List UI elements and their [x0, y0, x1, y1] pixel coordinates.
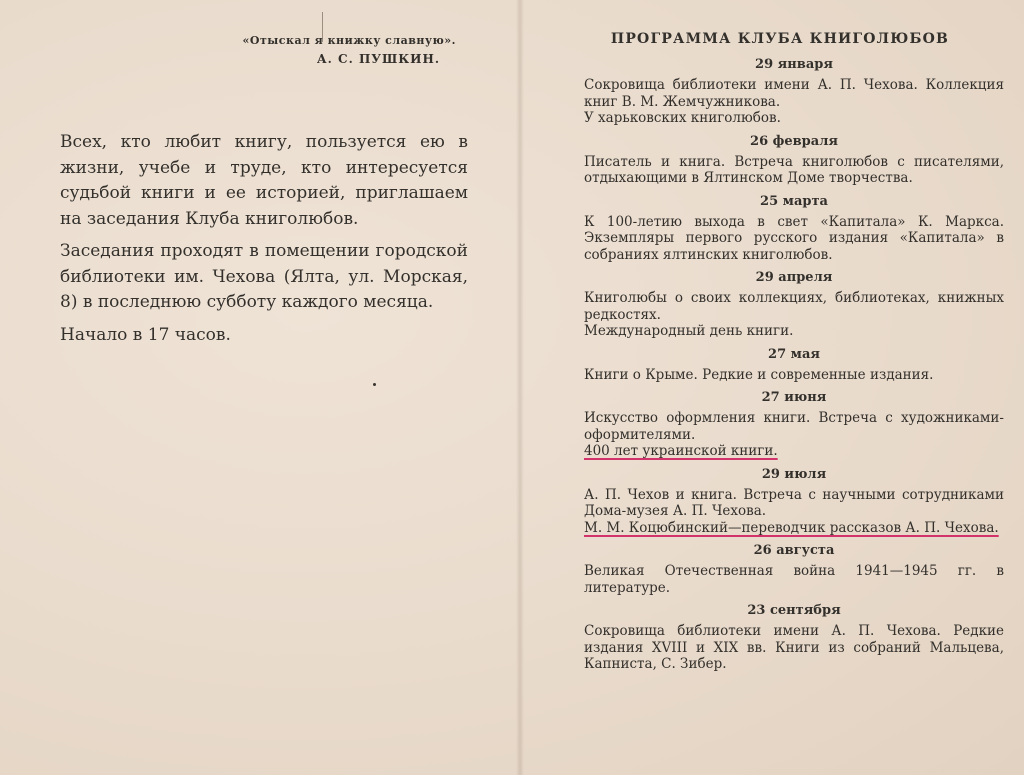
entry-body — [584, 154, 1004, 187]
entry-line: Искусство оформления книги. Встреча с художниками-оформителями. — [584, 410, 1004, 443]
entry-body — [584, 623, 1004, 673]
entry-date: 29 апреля — [755, 270, 833, 285]
epigraph-author: А. С. ПУШКИН. — [316, 52, 440, 66]
entry-date: 25 марта — [760, 193, 828, 209]
entry-date: 27 мая — [768, 346, 820, 362]
program-entry — [584, 466, 1004, 537]
intro-paragraph: Начало в 17 часов. — [60, 324, 231, 345]
underlined-text: М. М. Коцюбинский—переводчик рассказов А. П. Чехова. — [584, 519, 999, 536]
entry-body — [584, 563, 1004, 596]
entry-line: А. П. Чехов и книга. Встреча с научными сотрудниками Дома-музея А. П. Чехова. — [584, 486, 1004, 519]
program-entry — [584, 602, 1004, 673]
program-entry — [584, 133, 1004, 187]
entry-body — [584, 214, 1004, 264]
entry-date: 29 июля — [761, 466, 827, 482]
intro-paragraph: Заседания проходят в помещении городской библиотеки им. Чехова (Ялта, ул. Морская, 8) в последнюю субботу каждого месяца. — [60, 241, 468, 312]
entry-line: Книголюбы о своих коллекциях, библиотеках, книжных редкостях. — [584, 290, 1004, 323]
entry-date: 26 февраля — [750, 133, 838, 149]
entry-line: Международный день книги. — [584, 323, 794, 339]
entry-date: 27 июня — [761, 390, 827, 405]
entry-date: 29 января — [755, 57, 833, 72]
entry-body — [584, 367, 1004, 384]
entry-line-underlined — [584, 520, 1004, 537]
entry-date: 26 августа — [753, 543, 835, 558]
entry-line-underlined — [584, 443, 1004, 460]
intro-text — [60, 130, 468, 355]
program-entry — [584, 56, 1004, 127]
program-title: ПРОГРАММА КЛУБА КНИГОЛЮБОВ — [610, 31, 950, 47]
entry-date: 23 сентября — [747, 603, 841, 618]
entry-body — [584, 77, 1004, 127]
underlined-text: 400 лет украинской книги. — [584, 443, 778, 459]
entry-body — [584, 487, 1004, 537]
entry-line: Великая Отечественная война 1941—1945 гг. в литературе. — [584, 563, 1004, 596]
entry-body — [584, 290, 1004, 340]
entry-line: Сокровища библиотеки имени А. П. Чехова. Редкие издания XVIII и XIX вв. Книги из собраний Мальцева, Капниста, С. Зибер. — [584, 623, 1004, 672]
program-entry — [584, 269, 1004, 340]
program-entry — [584, 346, 1004, 384]
program-entry — [584, 389, 1004, 460]
epigraph-quote: «Отыскал я книжку славную». — [242, 34, 456, 47]
program-entry — [584, 542, 1004, 596]
entry-line: Сокровища библиотеки имени А. П. Чехова. Коллекция книг В. М. Жемчужникова. — [584, 77, 1004, 110]
entry-line: Книги о Крыме. Редкие и современные издания. — [584, 366, 934, 383]
entry-line: У харьковских книголюбов. — [584, 110, 781, 126]
ink-dot — [373, 383, 376, 386]
intro-paragraph: Всех, кто любит книгу, пользуется ею в жизни, учебе и труде, кто интересуется судьбой книги и ее историей, приглашаем на заседания Клуба книголюбов. — [60, 132, 468, 229]
program-entry — [584, 193, 1004, 264]
entry-body — [584, 410, 1004, 460]
entry-line: Писатель и книга. Встреча книголюбов с писателями, отдыхающими в Ялтинском Доме творчества. — [584, 153, 1004, 186]
entry-line: К 100-летию выхода в свет «Капитала» К. Маркса. Экземпляры первого русского издания «Капитала» в собраниях ялтинских книголюбов. — [584, 213, 1004, 263]
program-schedule — [584, 56, 1004, 679]
